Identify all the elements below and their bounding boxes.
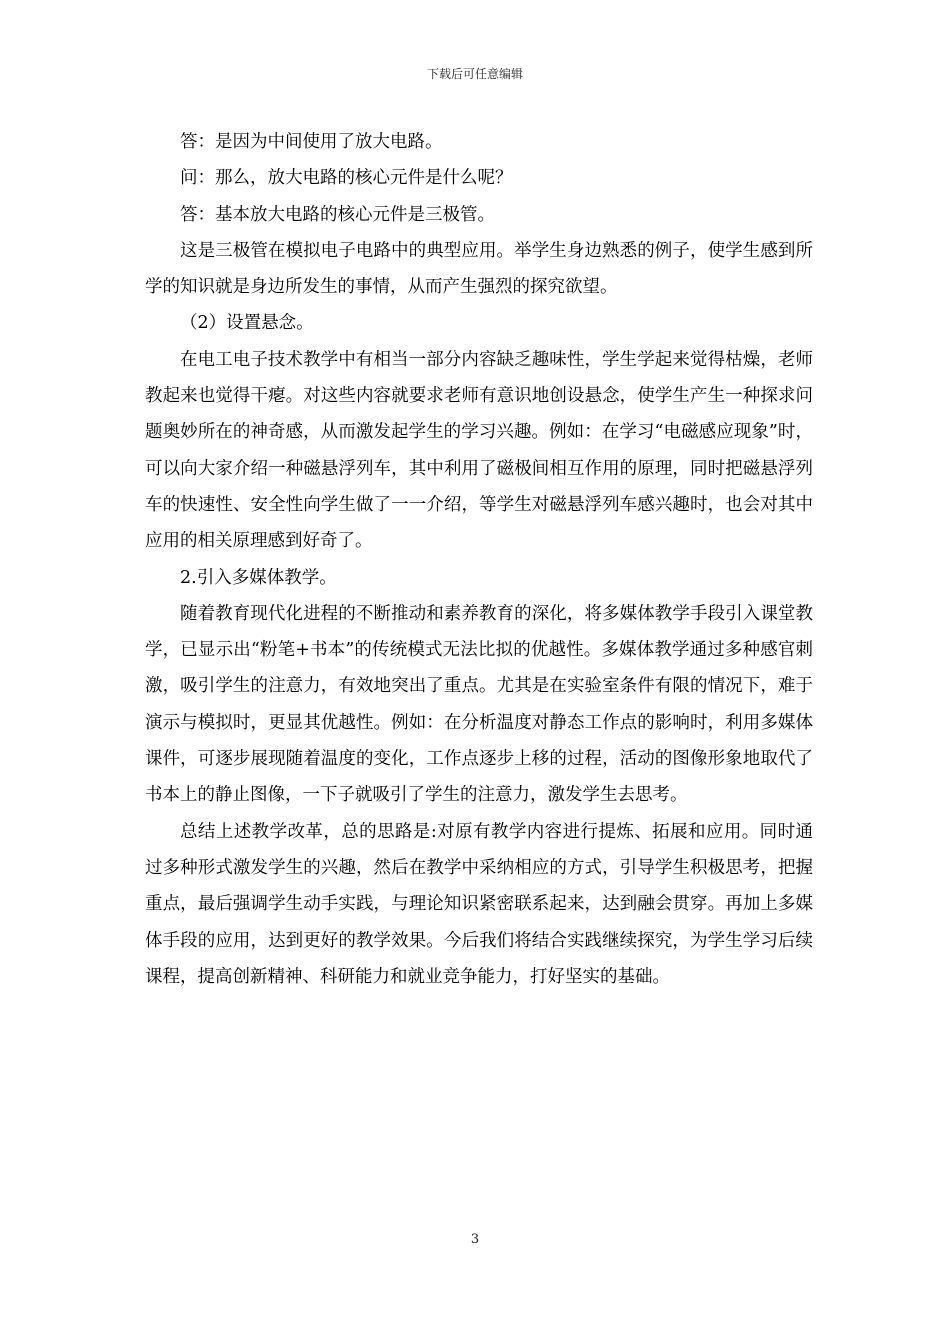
paragraph-question: 问：那么，放大电路的核心元件是什么呢？ xyxy=(180,168,513,189)
paragraph-summary: 总结上述教学改革，总的思路是:对原有教学内容进行提炼、拓展和应用。同时通过多种形式激发学生的兴趣，然后在教学中采纳相应的方式，引导学生积极思考，把握重点，最后强调学生动手实践，与理论知识紧密联系起来，达到融会贯穿。再加上多媒体手段的应用，达到更好的教学效果。今后我们将结合实践继续探究，为学生学习后续课程，提高创新精神、科研能力和就业竞争能力，打好坚实的基础。 xyxy=(145,821,813,987)
paragraph-example: 这是三极管在模拟电子电路中的典型应用。举学生身边熟悉的例子，使学生感到所学的知识就是身边所发生的事情，从而产生强烈的探究欲望。 xyxy=(145,240,813,298)
body-text xyxy=(145,124,813,995)
subheading-multimedia: 2.引入多媒体教学。 xyxy=(180,567,337,588)
paragraph-answer-2: 答：基本放大电路的核心元件是三极管。 xyxy=(180,204,495,225)
subheading-suspense: （2）设置悬念。 xyxy=(180,313,314,334)
paragraph-multimedia: 随着教育现代化进程的不断推动和素养教育的深化，将多媒体教学手段引入课堂教学，已显示出“粉笔+书本”的传统模式无法比拟的优越性。多媒体教学通过多种感官刺激，吸引学生的注意力，有效地突出了重点。尤其是在实验室条件有限的情况下，难于演示与模拟时，更显其优越性。例如：在分析温度对静态工作点的影响时，利用多媒体课件，可逐步展现随着温度的变化，工作点逐步上移的过程，活动的图像形象地取代了书本上的静止图像，一下子就吸引了学生的注意力，激发学生去思考。 xyxy=(145,603,813,806)
paragraph-answer-1: 答：是因为中间使用了放大电路。 xyxy=(180,132,443,152)
paragraph-suspense: 在电工电子技术教学中有相当一部分内容缺乏趣味性，学生学起来觉得枯燥，老师教起来也觉得干瘪。对这些内容就要求老师有意识地创设悬念，使学生产生一种探求问题奥妙所在的神奇感，从而激发起学生的学习兴趣。例如：在学习“电磁感应现象”时，可以向大家介绍一种磁悬浮列车，其中利用了磁极间相互作用的原理，同时把磁悬浮列车的快速性、安全性向学生做了一一介绍，等学生对磁悬浮列车感兴趣时，也会对其中应用的相关原理感到好奇了。 xyxy=(145,349,813,552)
page-header: 下载后可任意编辑 xyxy=(426,67,523,81)
page-number: 3 xyxy=(470,1232,480,1247)
